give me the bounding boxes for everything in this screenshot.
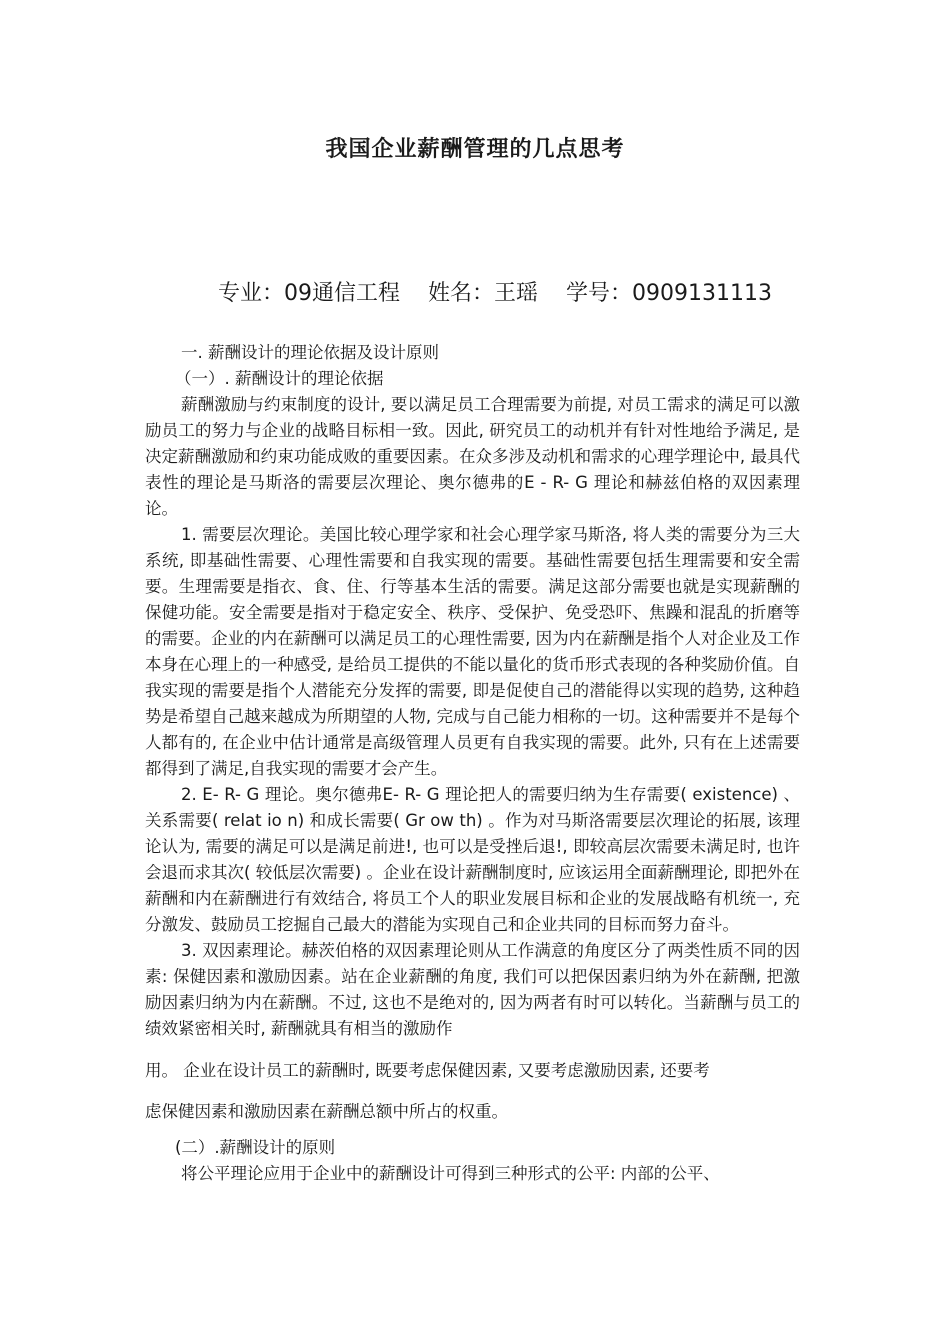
paragraph-erg: 2. E- R- G 理论。奥尔德弗E- R- G 理论把人的需要归纳为生存需要( existence) 、关系需要( relat io n) 和成长需要( Gr ow th) 。作为对马斯洛需要层次理论的拓展, 该理论认为, 需要的满足可以是满足前进!, 也可以是受挫后退!, 即较高层次需要未满足时, 也许会退而求其次( 较低层次需要) 。企业在设计薪酬制度时, 应该运用全面薪酬理论, 即把外在薪酬和内在薪酬进行有效结合, 将员工个人的职业发展目标和企业的发展战略有机统一, 充分激发、鼓励员工挖掘自己最大的潜能为实现自己和企业共同的目标而努力奋斗。 (145, 785, 800, 934)
section-heading: 一. 薪酬设计的理论依据及设计原则 (181, 343, 439, 362)
paragraph-fairness: 将公平理论应用于企业中的薪酬设计可得到三种形式的公平: 内部的公平、 (181, 1164, 720, 1183)
paragraph-two-factor-continued: 用。 企业在设计员工的薪酬时, 既要考虑保健因素, 又要考虑激励因素, 还要考 (145, 1061, 710, 1080)
document-title: 我国企业薪酬管理的几点思考 (325, 137, 625, 162)
subsection-heading: （一）. 薪酬设计的理论依据 (175, 369, 384, 388)
document-body (145, 340, 800, 1187)
paragraph-two-factor-end: 虑保健因素和激励因素在薪酬总额中所占的权重。 (145, 1102, 508, 1121)
paragraph-two-factor: 3. 双因素理论。赫茨伯格的双因素理论则从工作满意的角度区分了两类性质不同的因素: 保健因素和激励因素。站在企业薪酬的角度, 我们可以把保因素归纳为外在薪酬, 把激励因素归纳为内在薪酬。不过, 这也不是绝对的, 因为两者有时可以转化。当薪酬与员工的绩效紧密相关时, 薪酬就具有相当的激励作 (145, 941, 800, 1038)
paragraph-maslow: 1. 需要层次理论。美国比较心理学家和社会心理学家马斯洛, 将人类的需要分为三大系统, 即基础性需要、心理性需要和自我实现的需要。基础性需要包括生理需要和安全需要。生理需要是指衣、食、住、行等基本生活的需要。满足这部分需要也就是实现薪酬的保健功能。安全需要是指对于稳定安全、秩序、受保护、免受恐吓、焦躁和混乱的折磨等的需要。企业的内在薪酬可以满足员工的心理性需要, 因为内在薪酬是指个人对企业及工作本身在心理上的一种感受, 是给员工提供的不能以量化的货币形式表现的各种奖励价值。自我实现的需要是指个人潜能充分发挥的需要, 即是促使自己的潜能得以实现的趋势, 这种趋势是希望自己越来越成为所期望的人物, 完成与自己能力相称的一切。这种需要并不是每个人都有的, 在企业中估计通常是高级管理人员更有自我实现的需要。此外, 只有在上述需要都得到了满足,自我实现的需要才会产生。 (145, 525, 800, 778)
subsection-heading-2: (二）.薪酬设计的原则 (175, 1138, 336, 1157)
author-info-line: 专业：09通信工程 姓名：王瑶 学号：0909131113 (218, 281, 772, 306)
paragraph-intro: 薪酬激励与约束制度的设计, 要以满足员工合理需要为前提, 对员工需求的满足可以激励员工的努力与企业的战略目标相一致。因此, 研究员工的动机并有针对性地给予满足, 是决定薪酬激励和约束功能成败的重要因素。在众多涉及动机和需求的心理学理论中, 最具代表性的理论是马斯洛的需要层次理论、奥尔德弗的E - R- G 理论和赫兹伯格的双因素理论。 (145, 395, 800, 518)
